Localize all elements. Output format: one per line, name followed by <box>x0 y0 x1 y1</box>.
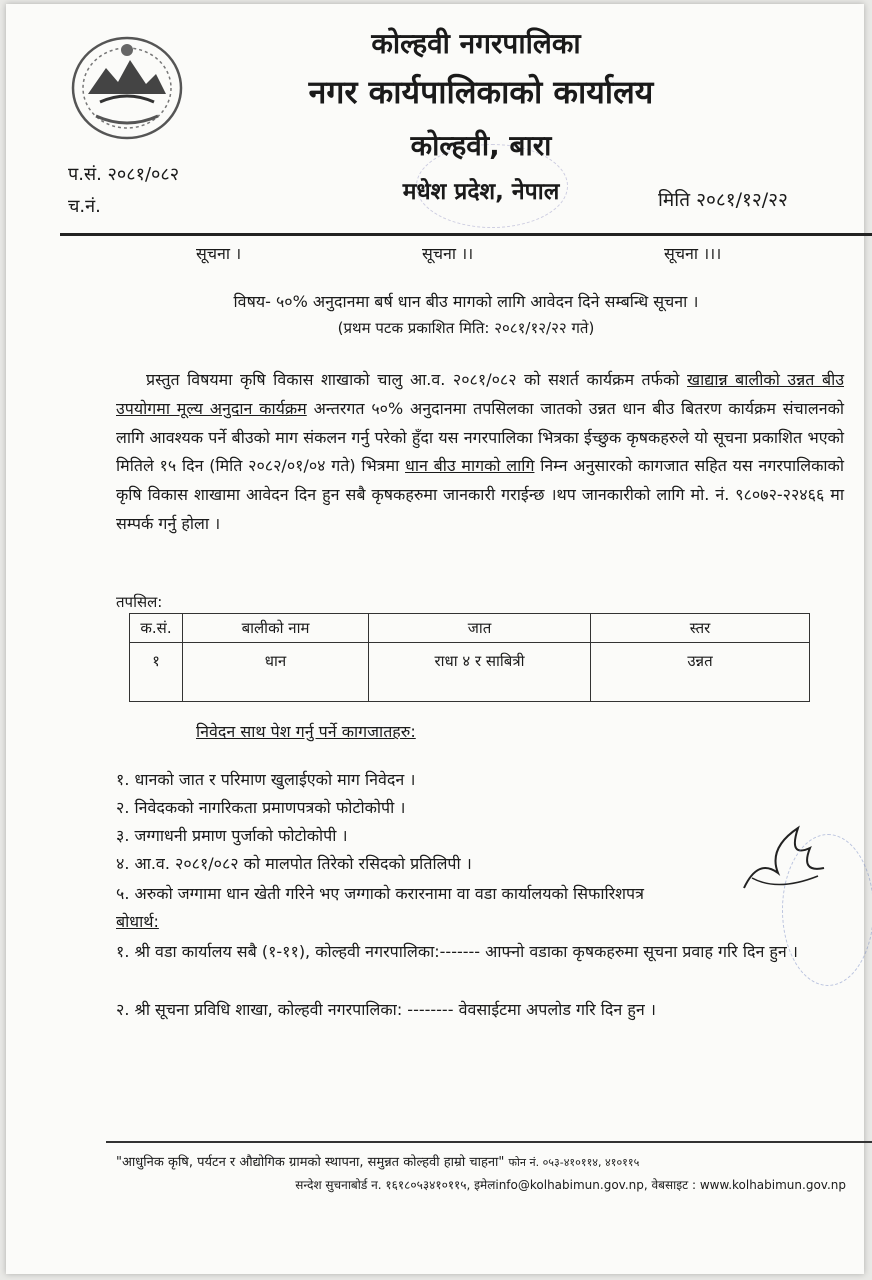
notice-body <box>116 366 844 539</box>
issue-date: मिति २०८१/१२/२२ <box>658 189 788 211</box>
city-address: कोल्हवी, बारा <box>410 129 552 162</box>
table-row <box>130 643 810 702</box>
notice-document <box>6 4 864 1274</box>
notice-label-2: सूचना ।। <box>422 244 474 263</box>
table-header-row <box>130 614 810 643</box>
program-name: खाद्यान्न बालीको उन्नत बीउ उपयोगमा मूल्य अनुदान कार्यक्रम <box>116 370 844 418</box>
table-cell: १ <box>130 643 183 702</box>
body-text-2: अन्तरगत ५०% अनुदानमा तपसिलका जातको उन्नत धान बीउ बितरण कार्यक्रम संचालनको लागि आवश्यक पर्ने बीउको माग संकलन गर्नु परेको हुँदा यस नगरपालिका भित्रका ईच्छुक कृषकहरुले यो सूचना प्रकाशित भएको मितिले १५ दिन (मिति २०८२/०१/०४ गते) भित्रमा <box>116 398 845 476</box>
column-header: बालीको नाम <box>183 614 369 643</box>
notice-label-3: सूचना ।।। <box>664 244 722 263</box>
footer-motto-line <box>116 1152 836 1170</box>
footer-divider <box>106 1141 872 1143</box>
municipality-name: कोल्हवी नगरपालिका <box>371 27 581 60</box>
reference-number: प.सं. २०८१/०८२ <box>68 164 180 185</box>
list-item: ५. अरुको जग्गामा धान खेती गरिने भए जग्गाको करारनामा वा वडा कार्यालयको सिफारिशपत्र <box>116 884 644 903</box>
table-cell: धान <box>183 643 369 702</box>
executive-office-title: नगर कार्यपालिकाको कार्यालय <box>308 73 654 111</box>
footer-motto: "आधुनिक कृषि, पर्यटन र औद्योगिक ग्रामको स्थापना, समुन्नत कोल्हवी हाम्रो चाहना" <box>116 1155 505 1170</box>
header-divider <box>60 233 872 236</box>
list-item: २. श्री सूचना प्रविधि शाखा, कोल्हवी नगरपालिका: -------- वेवसाईटमा अपलोड गरि दिन हुन । <box>116 1000 656 1019</box>
footer-phone: फोन नं. ०५३-४१०११४, ४१०११५ <box>508 1156 640 1169</box>
province-address: मधेश प्रदेश, नेपाल <box>402 179 560 205</box>
table-cell: उन्नत <box>591 643 810 702</box>
cc-heading: बोधार्थ: <box>116 912 159 931</box>
table-cell: राधा ४ र साबित्री <box>369 643 591 702</box>
footer-contact: सन्देश सुचनाबोर्ड न. १६१८०५३४१०११५, इमेलinfo@kolhabimun.gov.np, वेबसाइट : www.kolhabimun.gov.np <box>295 1178 846 1192</box>
subject-line: विषय- ५०% अनुदानमा बर्ष धान बीउ मागको लागि आवेदन दिने सम्बन्धि सूचना । <box>233 292 699 311</box>
documents-heading: निवेदन साथ पेश गर्नु पर्ने कागजातहरु: <box>196 722 416 741</box>
column-header: स्तर <box>591 614 810 643</box>
first-published-date: (प्रथम पटक प्रकाशित मिति: २०८१/१२/२२ गते) <box>337 319 595 337</box>
list-item: १. श्री वडा कार्यालय सबै (१-११), कोल्हवी नगरपालिका:------- आफ्नो वडाका कृषकहरुमा सूचना प्रवाह गरि दिन हुन । <box>116 942 798 961</box>
list-item: २. निवेदकको नागरिकता प्रमाणपत्रको फोटोकोपी । <box>116 798 406 817</box>
list-item: ३. जग्गाधनी प्रमाण पुर्जाको फोटोकोपी । <box>116 826 348 845</box>
notice-label-1: सूचना । <box>196 244 242 263</box>
body-text-3: निम्न अनुसारको कागजात सहित यस नगरपालिकाको कृषि विकास शाखामा आवेदन दिन हुन सबै कृषकहरुमा जानकारी गराईन्छ ।थप जानकारीको लागि मो. नं. ९८०७२-२२४६६ मा सम्पर्क गर्नु होला । <box>116 456 844 533</box>
list-item: १. धानको जात र परिमाण खुलाईएको माग निवेदन । <box>116 770 416 789</box>
nepal-emblem-icon <box>66 32 188 144</box>
column-header: जात <box>369 614 591 643</box>
dispatch-number: च.नं. <box>68 196 101 217</box>
list-item: ४. आ.व. २०८१/०८२ को मालपोत तिरेको रसिदको प्रतिलिपी । <box>116 854 472 873</box>
body-text-1: प्रस्तुत विषयमा कृषि विकास शाखाको चालु आ.व. २०८१/०८२ को सशर्त कार्यक्रम तर्फको <box>146 370 680 389</box>
seed-demand-phrase: धान बीउ मागको लागि <box>405 456 535 476</box>
column-header: क.सं. <box>130 614 183 643</box>
crop-table <box>129 613 810 702</box>
details-label: तपसिल: <box>116 593 163 611</box>
